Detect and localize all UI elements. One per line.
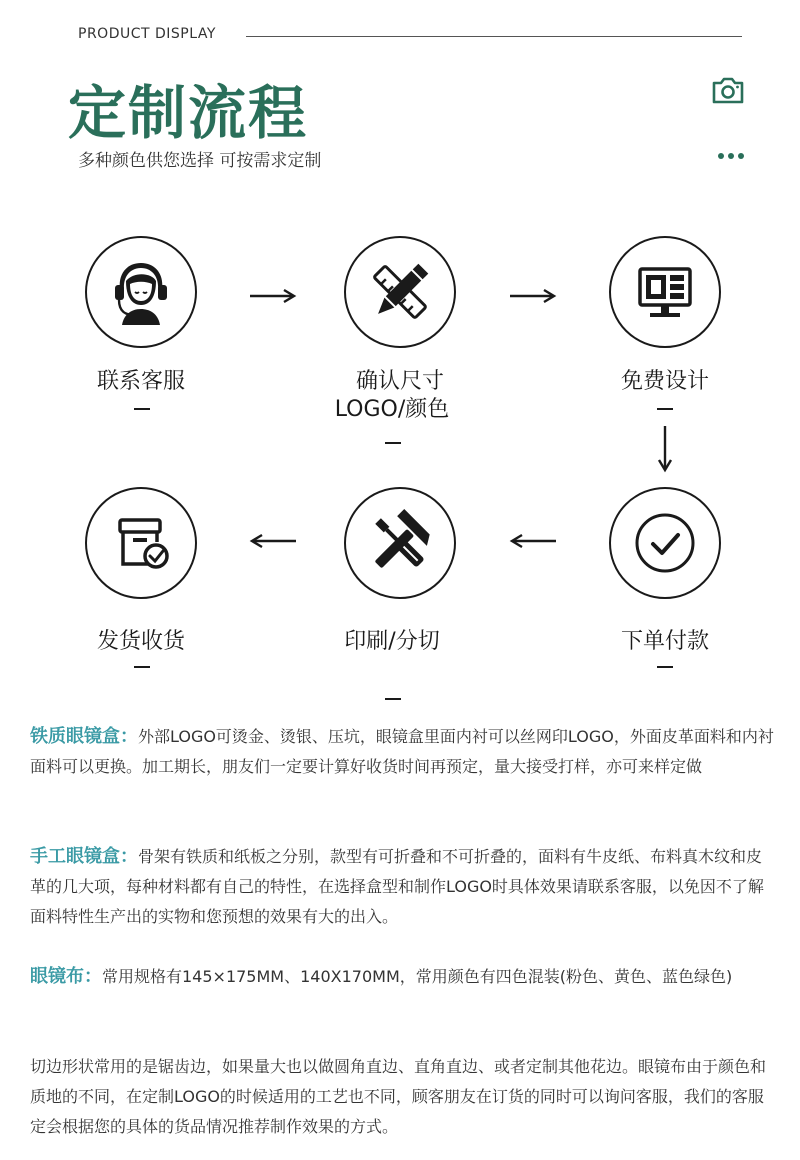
page-subtitle: 多种颜色供您选择 可按需求定制 [78,151,322,171]
paragraph-edge-shape [30,1052,775,1142]
paragraph-text: 骨架有铁质和纸板之分别，款型有可折叠和不可折叠的，面料有牛皮纸、布料真木纹和皮革的几大项，每种材料都有自己的特性，在选择盒型和制作LOGO时具体效果请联系客服，以免因不了解面料特性生产出的实物和您预想的效果有大的出入。 [30,847,764,926]
step-label-4: 下单付款 [620,629,709,654]
step-label-1: 联系客服 [96,369,185,394]
step-dash-3 [657,408,673,410]
step-dash-5 [385,698,401,700]
step-label-2: 确认尺寸 [355,369,444,394]
arrow-down-icon [657,424,673,474]
step-dash-2 [385,442,401,444]
checkmark-icon [630,508,700,578]
arrow-right-icon [248,288,298,304]
pencil-ruler-icon [365,257,435,327]
step-label-3: 免费设计 [620,369,709,394]
paragraph-handmade-case [30,842,775,932]
step-label-2-line2: LOGO/颜色 [334,397,450,422]
step-free-design [609,236,721,348]
paragraph-lead: 手工眼镜盒： [30,846,138,867]
camera-icon[interactable] [710,72,746,108]
monitor-design-icon [630,257,700,327]
paragraph-text: 外部LOGO可烫金、烫银、压坑，眼镜盒里面内衬可以丝网印LOGO，外面皮革面料和内衬面料可以更换。加工期长，朋友们一定要计算好收货时间再预定，量大接受打样，亦可来样定做 [30,727,774,776]
step-print-cut [344,487,456,599]
page-title: 定制流程 [68,79,309,147]
step-confirm-size [344,236,456,348]
hammer-screwdriver-icon [365,508,435,578]
headset-support-icon [106,257,176,327]
step-order-payment [609,487,721,599]
step-dash-4 [657,666,673,668]
step-ship-receive [85,487,197,599]
step-label-6: 发货收货 [96,629,185,654]
paragraph-cleaning-cloth [30,962,775,992]
paragraph-iron-case [30,722,775,782]
arrow-left-icon [508,533,558,549]
paragraph-lead: 眼镜布： [30,966,102,987]
eyebrow-label: PRODUCT DISPLAY [78,26,216,42]
arrow-left-icon [248,533,298,549]
paragraph-text: 切边形状常用的是锯齿边，如果量大也以做圆角直边、直角直边、或者定制其他花边。眼镜布由于颜色和质地的不同，在定制LOGO的时候适用的工艺也不同，顾客朋友在订货的同时可以询问客服，我们的客服定会根据您的具体的货品情况推荐制作效果的方式。 [30,1057,767,1136]
step-contact-service [85,236,197,348]
paragraph-text: 常用规格有145×175MM、140X170MM，常用颜色有四色混装(粉色、黄色、蓝色绿色) [102,967,733,986]
step-dash-6 [134,666,150,668]
more-dots-icon[interactable] [716,146,746,166]
step-dash-1 [134,408,150,410]
paragraph-lead: 铁质眼镜盒： [30,726,138,747]
arrow-right-icon [508,288,558,304]
header-divider [246,36,742,37]
box-check-icon [106,508,176,578]
step-label-5: 印刷/分切 [344,629,440,654]
